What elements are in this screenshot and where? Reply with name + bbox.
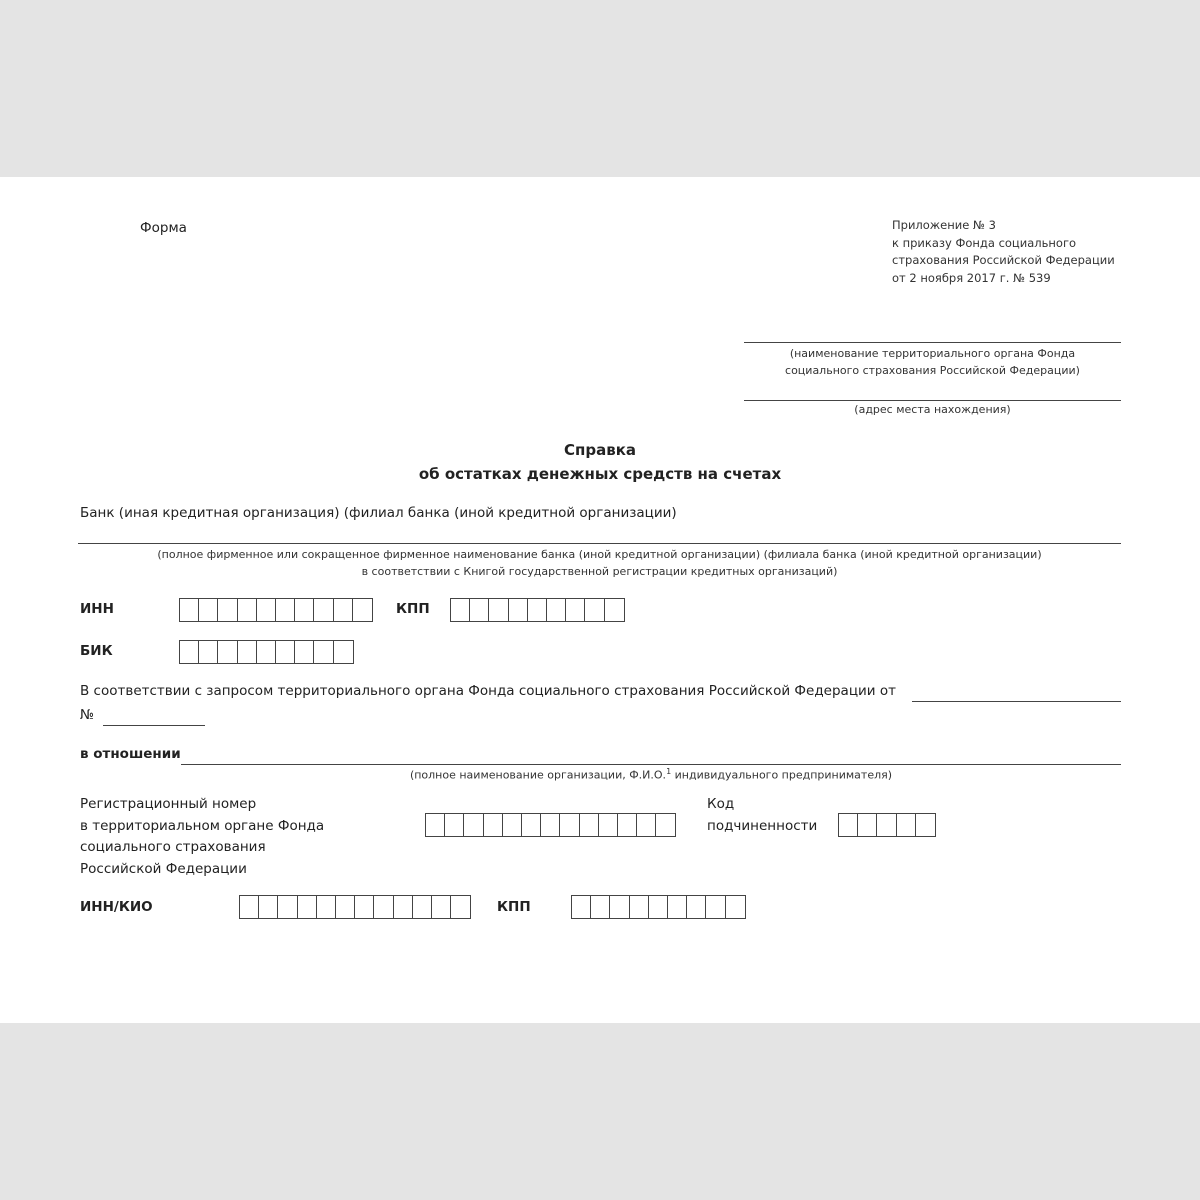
registration-label — [80, 794, 324, 880]
title-line-1: Справка — [563, 441, 637, 459]
digit-cell[interactable] — [566, 599, 585, 621]
digit-cell[interactable] — [599, 814, 618, 836]
digit-cell[interactable] — [858, 814, 877, 836]
digit-cell[interactable] — [374, 896, 393, 918]
address-line[interactable] — [744, 400, 1121, 401]
bank-name-line[interactable] — [78, 543, 1121, 544]
digit-cell[interactable] — [295, 599, 314, 621]
digit-cell[interactable] — [240, 896, 259, 918]
bank-label: Банк (иная кредитная организация) (филиал банка (иной кредитной организации) — [80, 505, 677, 521]
bank-kpp-label: КПП — [396, 601, 430, 617]
subordination-code-label — [707, 794, 817, 837]
title-line-2: об остатках денежных средств на счетах — [418, 465, 782, 483]
digit-cell[interactable] — [726, 896, 745, 918]
digit-cell[interactable] — [413, 896, 432, 918]
subordination-label-line-2: подчиненности — [707, 817, 818, 834]
digit-cell[interactable] — [610, 896, 629, 918]
subordination-label-line-1: Код — [707, 796, 735, 812]
digit-cell[interactable] — [451, 599, 470, 621]
digit-cell[interactable] — [199, 641, 218, 663]
taxpayer-kpp-cells[interactable] — [571, 895, 746, 919]
digit-cell[interactable] — [238, 599, 257, 621]
territorial-body-name-line[interactable] — [744, 342, 1121, 343]
digit-cell[interactable] — [334, 641, 353, 663]
registration-label-line-3: социального страхования — [80, 839, 266, 855]
digit-cell[interactable] — [180, 599, 199, 621]
subject-label: в отношении — [80, 746, 181, 762]
digit-cell[interactable] — [560, 814, 579, 836]
inn-kio-cells[interactable] — [239, 895, 471, 919]
digit-cell[interactable] — [618, 814, 637, 836]
digit-cell[interactable] — [464, 814, 483, 836]
digit-cell[interactable] — [317, 896, 336, 918]
digit-cell[interactable] — [580, 814, 599, 836]
territorial-body-caption — [744, 345, 1121, 379]
appendix-line-1: Приложение № 3 — [892, 218, 996, 232]
digit-cell[interactable] — [541, 814, 560, 836]
bank-caption-line-2: в соответствии с Книгой государственной регистрации кредитных организаций) — [361, 565, 838, 578]
address-caption: (адрес места нахождения) — [854, 403, 1011, 416]
digit-cell[interactable] — [238, 641, 257, 663]
digit-cell[interactable] — [839, 814, 858, 836]
digit-cell[interactable] — [355, 896, 374, 918]
digit-cell[interactable] — [572, 896, 591, 918]
subordination-code-cells[interactable] — [838, 813, 936, 837]
digit-cell[interactable] — [484, 814, 503, 836]
bank-kpp-cells[interactable] — [450, 598, 625, 622]
subject-caption-text-end: индивидуального предпринимателя) — [671, 768, 893, 782]
registration-label-line-4: Российской Федерации — [80, 860, 247, 877]
digit-cell[interactable] — [218, 641, 237, 663]
digit-cell[interactable] — [394, 896, 413, 918]
digit-cell[interactable] — [470, 599, 489, 621]
bank-inn-label: ИНН — [80, 601, 114, 617]
form-sheet — [0, 177, 1200, 1023]
digit-cell[interactable] — [259, 896, 278, 918]
digit-cell[interactable] — [637, 814, 656, 836]
document-title — [0, 438, 1200, 486]
subject-name-line[interactable] — [181, 764, 1121, 765]
digit-cell[interactable] — [257, 641, 276, 663]
subject-caption — [181, 767, 1121, 782]
digit-cell[interactable] — [180, 641, 199, 663]
digit-cell[interactable] — [668, 896, 687, 918]
appendix-line-2: к приказу Фонда социального — [892, 235, 1077, 250]
request-number-label: № — [80, 707, 95, 723]
digit-cell[interactable] — [585, 599, 604, 621]
digit-cell[interactable] — [916, 814, 935, 836]
appendix-line-3: страхования Российской Федерации — [892, 253, 1115, 267]
digit-cell[interactable] — [451, 896, 470, 918]
appendix-line-4: от 2 ноября 2017 г. № 539 — [892, 270, 1051, 285]
form-label: Форма — [140, 220, 187, 236]
digit-cell[interactable] — [298, 896, 317, 918]
footnote-marker: 1 — [666, 767, 672, 776]
digit-cell[interactable] — [218, 599, 237, 621]
digit-cell[interactable] — [432, 896, 451, 918]
request-number-line[interactable] — [103, 725, 205, 726]
registration-number-cells[interactable] — [425, 813, 676, 837]
inn-kio-label: ИНН/КИО — [80, 899, 153, 915]
digit-cell[interactable] — [649, 896, 668, 918]
digit-cell[interactable] — [445, 814, 464, 836]
digit-cell[interactable] — [503, 814, 522, 836]
digit-cell[interactable] — [897, 814, 916, 836]
digit-cell[interactable] — [706, 896, 725, 918]
appendix-block — [892, 217, 1115, 287]
bank-bik-cells[interactable] — [179, 640, 354, 664]
digit-cell[interactable] — [257, 599, 276, 621]
digit-cell[interactable] — [630, 896, 649, 918]
territorial-body-caption-line-1: (наименование территориального органа Фонда — [789, 347, 1076, 360]
bank-inn-cells[interactable] — [179, 598, 373, 622]
bank-name-caption — [78, 546, 1121, 580]
bank-bik-label: БИК — [80, 643, 113, 659]
digit-cell[interactable] — [336, 896, 355, 918]
registration-label-line-1: Регистрационный номер — [80, 796, 257, 812]
digit-cell[interactable] — [314, 599, 333, 621]
digit-cell[interactable] — [509, 599, 528, 621]
digit-cell[interactable] — [591, 896, 610, 918]
digit-cell[interactable] — [605, 599, 624, 621]
digit-cell[interactable] — [278, 896, 297, 918]
digit-cell[interactable] — [687, 896, 706, 918]
digit-cell[interactable] — [489, 599, 508, 621]
digit-cell[interactable] — [199, 599, 218, 621]
digit-cell[interactable] — [334, 599, 353, 621]
taxpayer-kpp-label: КПП — [497, 899, 531, 915]
digit-cell[interactable] — [877, 814, 896, 836]
digit-cell[interactable] — [426, 814, 445, 836]
digit-cell[interactable] — [547, 599, 566, 621]
digit-cell[interactable] — [276, 641, 295, 663]
digit-cell[interactable] — [314, 641, 333, 663]
digit-cell[interactable] — [295, 641, 314, 663]
request-text: В соответствии с запросом территориального органа Фонда социального страхования Российской Федерации от — [80, 683, 896, 699]
digit-cell[interactable] — [522, 814, 541, 836]
digit-cell[interactable] — [656, 814, 675, 836]
digit-cell[interactable] — [353, 599, 372, 621]
registration-label-line-2: в территориальном органе Фонда — [80, 817, 325, 834]
digit-cell[interactable] — [528, 599, 547, 621]
territorial-body-caption-line-2: социального страхования Российской Федерации) — [785, 364, 1080, 377]
bank-caption-line-1: (полное фирменное или сокращенное фирменное наименование банка (иной кредитной организации) (филиала банка (иной кредитной организации) — [157, 548, 1042, 561]
subject-caption-text: (полное наименование организации, Ф.И.О. — [409, 768, 667, 782]
request-date-line[interactable] — [912, 701, 1121, 702]
digit-cell[interactable] — [276, 599, 295, 621]
